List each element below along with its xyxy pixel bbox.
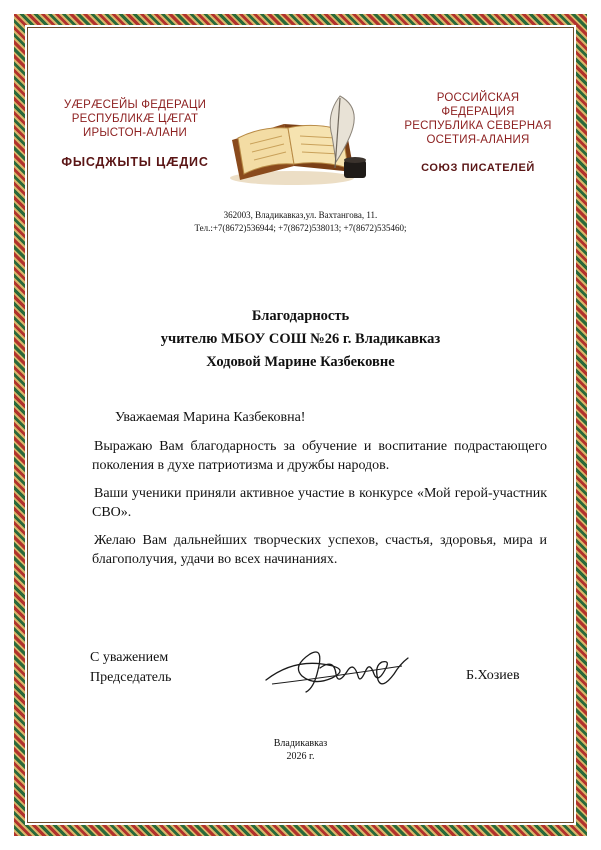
- phone-numbers: Тел.:+7(8672)536944; +7(8672)538013; +7(8672)535460;: [194, 223, 407, 233]
- postal-address: 362003, Владикавказ,ул. Вахтангова, 11.: [223, 210, 378, 220]
- org-right-line: ФЕДЕРАЦИЯ: [441, 106, 515, 118]
- dept-name-russian: СОЮЗ ПИСАТЕЛЕЙ: [421, 162, 535, 174]
- place-and-date: [40, 737, 561, 763]
- greeting: Уважаемая Марина Казбековна!: [115, 410, 306, 425]
- signoff: [90, 648, 171, 688]
- org-left-line: УÆРÆСЕЙЫ ФЕДЕРАЦИ: [63, 99, 207, 111]
- org-left-line: РЕСПУБЛИКÆ ЦÆГАТ: [71, 113, 199, 125]
- signer-name: Б.Хозиев: [466, 668, 520, 683]
- year: 2026 г.: [286, 751, 315, 762]
- org-name-russian: [392, 91, 564, 147]
- closing: С уважением: [90, 650, 169, 665]
- paragraph: Желаю Вам дальнейших творческих успехов, счастья, здоровья, мира и благополучия, удачи во всех начинаниях.: [92, 533, 547, 567]
- address-block: [40, 209, 561, 235]
- org-left-line: ИРЫСТОН-АЛАНИ: [83, 127, 187, 139]
- document-title: [40, 305, 561, 374]
- org-name-ossetian: [40, 98, 230, 140]
- paragraph: Ваши ученики приняли активное участие в конкурсе «Мой герой-участник СВО».: [92, 486, 547, 520]
- letter-body: [92, 408, 547, 578]
- signer-position: Председатель: [90, 670, 172, 685]
- open-book-quill-inkwell-icon: [222, 88, 372, 188]
- org-right-line: РЕСПУБЛИКА СЕВЕРНАЯ: [404, 120, 552, 132]
- dept-name-ossetian: ФЫСДЖЫТЫ ЦÆДИС: [61, 155, 209, 169]
- title-line: Благодарность: [251, 308, 350, 324]
- city: Владикавказ: [273, 738, 328, 749]
- org-right-line: ОСЕТИЯ-АЛАНИЯ: [426, 134, 530, 146]
- handwritten-signature: [262, 640, 412, 698]
- title-line: Ходовой Марине Казбековне: [206, 354, 395, 370]
- org-right-line: РОССИЙСКАЯ: [436, 92, 520, 104]
- title-line: учителю МБОУ СОШ №26 г. Владикавказ: [160, 331, 441, 347]
- paragraph: Выражаю Вам благодарность за обучение и воспитание подрастающего поколения в духе патриотизма и дружбы народов.: [92, 439, 547, 473]
